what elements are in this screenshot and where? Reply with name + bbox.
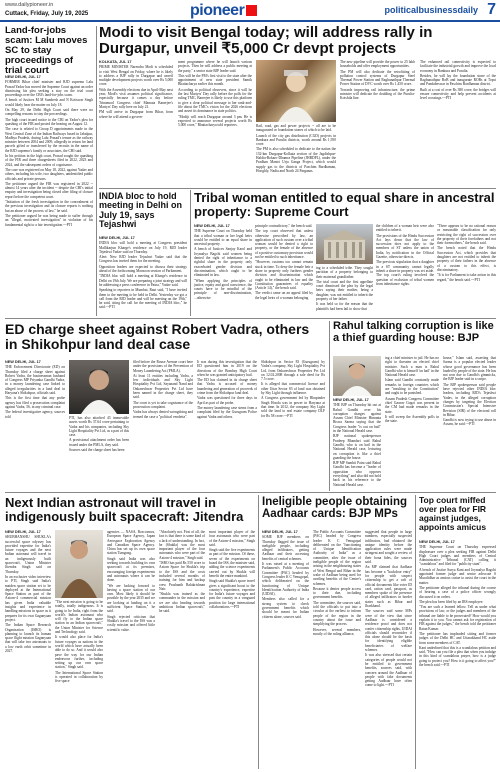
tribal-col-2: principle contradictory," the bench said. The top court observed that unless otherwise prescribed by law, an application of such custom over a tribal woman would be denied a right to property, or the female of the absence of a positive customary provision would not be entitled to such inheritance. "However, customs too cannot remain stuck in time. To deny the female heir a share in property only furthers gender division and discrimination which ought to be eliminated in law and the Constitution guarantees of equality (Article 14)," the bench said. The verdict came on an appeal filed by the legal heirs of a woman belonging [255,224,313,300]
tribal-col-3: ing to a scheduled tribe. They sought partition of a property belonging to their maternal grandfather. The trial court and the first appellate court dismissed the plea by the legal heirs saying their mother, being a daughter, was not entitled to inherit the property of her father. It was held so for the reason that the plaintiffs had been fail to show that [316,266,373,311]
ed-col-4: It was during this investigation that the ED questioned him in 2019 on the directions of the Bombay High Court when he was granted anticipatory bail. The ED has claimed in its charge sheet that Vadra is accused of money laundering and generation of proceeds of crime from the Shikohpur land deal. Vadra was questioned for three days in April as part of the probe. The money laundering case stems from a complaint filed by the Gurugram Police against Vadra and others. [197,360,257,419]
ed-headline: ED charge sheet against Robert Vadra, others in Shikohpur land deal case [5,321,310,352]
india-bloc-article: NEW DELHI, JUL 17 INDIA bloc will hold a meeting at Congress president Mallikarjun Kharge's residence on July 19, RJD leader Tejashwi Yadav said on Thursday. Alert: New RJD leader Tejashwi Yadav said that the Congress has invited them for the meeting. Opposition leaders are expected to discuss their strategy ahead of the forthcoming Monsoon session of Parliament. "INDIA bloc will hold a meeting at Kharge's residence in Delhi on 19th July. We are preparing a joint strategy and will be addressing a press conference in Patna," Yadav said. Speaking to reporters in Mumbai, Raut said, "I have invited them to the meeting to be held in Delhi. Yesterday we got a call from the RJD leader and will be meeting on the 19th," he said, citing the call for the meeting of INDIA bloc," he said.---PTI [99,236,187,310]
section-divider [5,492,496,493]
column-divider [329,321,330,491]
supreme-court-photo [316,224,373,264]
aadhaar-col-2: The Public Accounts Committee (PAC) headed by Congress leader K C Venugopal deliberated on the "functioning of Unique Identification Authority of India" as a committee, after the issue of ineligible people of the region arising in the neighbouring states of West Bengal and Bihar in the wake of Aadhaar being used for availing benefits of the Centre's schemes. Because it denies people access to their due, including government benefits. The committee, the sources said, told the officials to put into a circular at the earliest to inform people of the region in the country about the issue and simplifying the process. However, several members, mostly of the ruling alliance, [313,530,361,636]
tribal-headline: Tribal woman entitled to equal share in ancestral property: Supreme Court [194,190,495,219]
top-court-headline: Top court miffed over plea for FIR against judges, appoints amicus [419,495,487,532]
astronaut-col-3: agencies — NASA, Roscosmos, European Space Agency, Japan Aerospace Exploration Agency and Canadian Space Agency. China has set up its own space station Tiangong. Singh said India was also seeking towards building its own spacecraft at its premises, encouraging foreign experiments and astronauts where it can be done. "We are looking forward to having a space station of our own. Most likely it should be possible by the year 2035 and we are looking at landing on it a sufficient Space Station," he said. Singh rejected criticism that Shukla's travel to the ISS was a costly mission and offered little scientific value. [107,530,155,632]
astronaut-col-5: most important player of the four astronauts who were part of the Axiom-4 mission," Singh said. Singh said the five experiments as part of the mission. Of these, seven of the experiments on board the ISS, the minister said, adding the science experiments carried out by Shukla will benefit the entire mankind. Singh said Shukla's space travel gives a significant boost to the country's experience, expertise for India's future voyages and puts the country in a vanguard position for large international collaborations.---PTI [209,530,255,610]
jitendra-singh-photo [55,530,103,598]
top-court-article: NEW DELHI, JUL 17 THE Supreme Court on Thursday expressed displeasure over a plea seeking FIR against Delhi High Court judges and members of Central Administrative Tribunal (CAT) calling it "scandalous" and filed for "publicity stunt". A bench of Justice Surya Kant and Joymalya Bagchi appointed former judge and senior advocate S Muralidhar as amicus curiae to assist the court in the matter. The petitioner alleged the tribunal during the course of hearing a case of a police officer wrongly discussed it on orders. The plea has been filed by an IRS employee. "You are such a learned fellow. Tell us under what provisions of law, or the judges and members of the tribunal are liable to be prosecuted? How would you explain it to you. You cannot ask for registration of FIR against the judges," the bench told the petitioner Ratan Kumar. The petitioner has impleaded sitting and former judges of the Delhi HC and Uttarakhand HC aside from some members of CAT. Kant underlined that this is a scandalous petition and said, "How can you file a plea that when you indulge in this kind of scandalous prayer, how is a judge going to protect you? How is it going to affect you?" the bench said.---PTI [419,540,496,668]
masthead [0,0,500,22]
astronaut-col-4: "Absolutely not. First of all, the fact is that there is some kind of a lack of understanding. In fact, he (Shukla) was the most important player of the four astronauts who were part of the Axiom-4 mission," Singh said. "ISRO has paid Rs 550 crore to Axiom Space for Shukla's trip to the ISS and the costs included several months of training for him and backup crew Prashanth Balakrishnan Nair. "Shukla was trained as the commander in the mission and we are also heading towards ambitious Indian spacecraft," he said. [159,530,205,614]
ed-col-5: Shikohpur in Sector 83 (Gurugram) by Vadra's company, Sky Light Hospitality Pvt Ltd, from Onkareshwar Properties Pvt Ltd on 12.02.2008 through a sale deed for Rs 7.5 crore. It is alleged that commercial licence and other Uttar Sector 83 of land was obtained by Sky Light through influence. A Congress government led by Bhupinder Singh Hooda was in power in Haryana at that time. In 2012, the company Sky Light sold the land to real estate company DLF for Rs 58 crore.---PTI [261,360,325,418]
modi-col-1: KOLKATA, JUL 17 PRIME MINISTER Narendra Modi is scheduled to visit West Bengal on Friday, where he is likely to address a BJP rally in Durgapur and unveil multiple development projects worth over Rs 5,000 crore. With the Assembly elections due in April-May next year, Modi's visit assumes political significance, especially because it comes a day before Trinamool Congress chief Mamata Banerjee's Martyrs' Day rally here on July 21. PM will arrive in Durgapur from Bihar, from where he will attend a govern- [99,60,173,119]
aadhaar-headline: Ineligible people obtaining Aadhaar cards: BJP MPs [262,496,408,521]
section-divider [99,188,496,189]
logo-text: pioneer [190,1,245,19]
robert-vadra-photo [69,360,129,414]
rahul-col-2: ing a chief minister to jail. He has no right to threaten an elected chief minister. Such a man is Rahul Gandhi who is himself 'on bail' in the National Herald case. Islam said Gandhi constantly made remarks in foreign countries which are "insulting to the Constitution" and ought to be punished. Assam Pradesh Congress Committee chief Gaurav Gogoi was present in the CM had made remarks in the state. It will sweep the Assembly polls in the state. [385,356,439,424]
column-divider [415,495,416,769]
column-divider [258,495,259,769]
aadhaar-col-1: NEW DELHI, JUL 17 SOME BJP members on Thursday flagged the issue of ineligible people, including alleged infiltrators, getting Aadhaar and their accessing benefits of central schemes. It was raised at a meeting of Parliament's Public Accounts Committee (PAC) headed by Congress leader K C Venugopal, which deliberated on the functioning of Unique Identification Authority of India (UIDAI). Members also called for a strong system to check government benefits which should be meant for Indian citizens alone, sources said. [262,530,309,619]
tribal-col-4: the children of a woman heir were also entitled to inherit. The provisions of the Hindu Succession Act lays down that the law of succession does not apply to the members of ST unless the union of India, by notification in the Official Gazette, otherwise directs. The previous stipulation that a daughter in a ST community cannot legally inherit a share in property was set aside. The top court's ruling involved the question of exclusion of tribal women from inheritance rights. [376,224,434,286]
ed-col-3: filed before the Rouse Avenue court here under the provisions of the Prevention of Money Laundering Act (PMLA). At least 11 entities including Vadra, a few individuals and Sky Light Hospitality Pvt Ltd, Sayanand Nand and Onkareshwar Properties Pvt Ltd have been named in the charge sheet, they said. The court is yet to take cognisance of the prosecution complaint. Vadra has always denied wrongdoing and termed the case a "political vendetta". [133,360,193,419]
astronaut-headline: Next Indian astronaut will travel in indigenously built spacecraft: Jitendra [5,495,244,524]
dateline: Cuttack, Friday, July 19, 2025 [5,11,89,17]
ed-col-1: NEW DELHI, JUL 17 THE Enforcement Directorate (ED) on Thursday filed a charge sheet against Robert Vadra, the businessman husband of Congress MP Priyanka Gandhi Vadra, in a money laundering case linked to alleged irregularities in a land deal in Haryana's Shikohpur, officials said. This is the first time that any probe agency has filed a prosecution complaint against Vadra, 56, in any criminal case. The federal investigative agency, sources told [5,360,65,419]
lalu-headline: Land-for-jobs scam: Lalu moves SC to stay proceedings of trial court [5,25,88,76]
astronaut-col-2: "The next mission is going to be totally, totally indigenous. It is going to be India, right from the world's Indian astronaut who will fly to the Indian space station in an Indian spacecraft," the Union Minister for Science and Technology said. It would also place for India's future voyages as nations in the world which have actually been able to do so. And it would also pave the way for our Indian endeavour further, including setting up our own space station," Singh said. The International Space Station is operated in collaboration by five space [55,600,103,684]
modi-col-4: The new pipeline will provide the power to 25 lakh households and offer employment opportunities. The PM will also dedicate the retrofitting of pollution control systems of Durgapur Steel Thermal Power Station and Raghunathpur Thermal Power Station of DVC worth over Rs 1,450 crore. Towards improving rail infrastructure, the prime minister will dedicate the doubling of the Purulia-Kotshila line. [340,60,415,101]
aadhaar-col-3: suggested that people in large numbers, especially suspected infiltrators, had obtained the unique identity before the application rules were made stringent and sought a review of their bona fides, the sources said. An MP claimed that Aadhaar has become a "backdoor entry" for people with suspect citizenship to get a raft of official documents like voter ID card, ration card, passport, as members spoke of the presence of alleged infiltrators in border states such as Bihar and Jharkhand. The sources said some MPs were of the view that since Aadhaar is considered a residence proof and does not confer citizenship rights, UIDAI officials should reconsider if this alone should be the basis for identifying eligible beneficiaries of welfare schemes. It was also stressed that certain categories of people would not be entitled to government benefits, sources said, with concern around the Aadhaar of people with fake documents getting Aadhaar have often come to light.---PTI [365,530,412,688]
tribal-col-5: "There appears to be no rational reason or reasonable classification for only restricting the right of succession over the property of their forefathers and not their foremothers," the bench said. The bench noted that the Hindu Succession Act, which provides that daughters are not entitled to inherit the property of their fathers in the absence of a custom to this effect, is discriminatory. "It is for Parliament to take action in this regard," the bench said.---PTI [437,224,496,282]
lalu-dateline: NEW DELHI, JUL 17 [5,75,41,79]
india-bloc-headline: INDIA bloc to hold meeting in Delhi on July 19, says Tejashwi [99,191,183,230]
site-url: www.dailypioneer.in [5,2,54,8]
column-divider [190,190,191,316]
modi-col-2: ment programme where he will launch various projects. Then he will address a public meeting at the party," a senior state BJP leader said. This will be the PM's first visit to the state after the appointment of new state president Samik Bhattacharya earlier this month. According to political observers, since it will be the last Martyrs' Day rally before the polls for the ruling TMC, Banerjee is likely to use this platform to give a clear political message to her rank-and-file about the TMC's vision for the 2026 elections and assert its dominance in state politics. "Modiji will reach Durgapur around 3 pm. He is expected to announce several projects worth Rs 5,000 crore," Bhattacharya told reporters. [178,60,252,128]
ed-col-2: PTI, has also attached 43 immovable assets worth Rs 37.64 crore pertaining to Vadra and his companies, including Sky Light Hospitality Pvt Ltd, as a part of this case. A provisional attachment order has been issued under the PMLA, they said. Sources said the charge sheet has been [69,416,129,453]
lalu-article: NEW DELHI, JUL 17 FORMER Bihar chief minister and RJD supremo Lalu Prasad Yadav has moved the Supreme Court against an order dismissing his plea seeking a stay on the trial court proceedings over the CBI's land-for-jobs scam. A bench of Justices M M Sundresh and N Kotiswar Singh would likely hear the matter on July 18. On May 29, the Delhi High Court said there were no compelling reasons to stay the proceedings. The high court issued notice to the CBI on Yadav's plea for quashing of the FIR and posted the hearing on August 12. The case is related to Group D appointments made in the West Central Zone of the Indian Railways based in Jabalpur, Madhya Pradesh, during Lalu Prasad's tenure as the railway minister between 2004 and 2009, allegedly in return for land parcels gifted or transferred by the recruits in the name of the RJD supremo's family or associates, the CBI said. In his petition in the high court, Prasad sought the quashing of the FIR and three chargesheets filed in 2022, 2023 and 2024, and the subsequent orders of cognisance. The case was registered on May 18, 2022, against Yadav and others, including his wife, two daughters, unidentified public officials and private persons. The petitioner argued the FIR was registered in 2022 -- almost 14 years after the incident -- despite the CBI's initial enquiry and investigation being closed after filing of closure report before the competent court. "Initiation of the fresh investigation in the concealment of the previous investigation and its closure reports is nothing but an abuse of the process of law," he said. The petitioner argued he was being made to suffer through an "illegal, motivated investigation" in violation of his fundamental right to a fair investigation.---PTI [5,75,93,227]
pioneer-logo [190,2,320,19]
rahul-col-1: NEW DELHI, JUL 17 THE BJP on Thursday hit out at Rahul Gandhi over his corruption charges against Assam Chief Minister Himanta Biswa Sarma saying that the Congress leader "is out on bail" in the National Herald case. BJP national spokesperson Pradeep Bhandari said Rahul Gandhi, who is on bail in the National Herald case, lecturing on corruption is like a thief guarding the house. BJP MP Sambit Patra said Rahul Gandhi has become a "leader of opposition who opposes everything" and also did not hold back in his reference to the National Herald case. [333,398,381,487]
logo-square-icon [246,5,257,16]
rahul-photo [333,356,381,396]
rahul-col-3: house," Islam said, asserting that Sarma is a popular elected leader whose good governance has been lauded by people of the state. He has not won due to Gandhi's gimmicks, the BJP leader said in a swipe. The BJP spokesperson said people have rejected other INDIA bloc leaders, including RJD's Tejashwi Yadav, in the alleged corruption charges by targeting the Election Commission's Special Intensive Revision (SIR) of the electoral roll in Bihar. Gandhi is now trying to use abuse in Assam, he said.---PTI [443,356,496,427]
tribal-col-1: NEW DELHI, JUL 17 THE Supreme Court on Thursday held that a tribal woman or her legal heirs would be entitled to an equal share in ancestral property. A bench of Justices Sanjay Karol and Joymalya Bagchi said women being denied the right of inheritance to a rightful share in the property only exacerbated gender division and discrimination, which ought to be eliminated in law. "When applying the principles of justice, equity and good conscience, the courts have to be mindful of the principle of non-discrimination, ...otherwise [194,224,252,300]
column-divider [96,26,97,316]
modi-col-3: Rail, road, gas and power projects -- all are to be inaugurated or foundation stones of which to be laid. Launch of the city gas distribution (CGD) projects in Bankura and Purulia districts, worth around Rs 1,950 crore. The PM is also scheduled to dedicate to the nation the 132-km Durgapur-Kolkata section of the Jagdishpur-Haldia-Bokaro-Dhamra Pipeline (JHBDPL), under the Pradhan Mantri Urja Ganga Project, which would supply gas to the districts of Paschim Bardhaman, Hooghly, Nadia and North 24 Parganas. [256,124,336,173]
modi-col-5: The enhanced rail connectivity is expected to facilitate the industrial growth and improve the local economy in Bankura and Purulia. Besides, he will lay the foundation stone of the Raghunathpur RoB and inaugurate ROBs at Topsi and Pandabeswar in Paschim Bardhaman district. Built at a cost of over Rs 380 crore, the bridges will ensure connectivity and help prevent accidents at level crossings.---PTI [420,60,496,101]
section-name: politicalbusinessdaily [384,5,478,15]
astronaut-col-1: NEW DELHI, JUL 17 SHUBHANSHU SHUKLA's successful space odyssey has provided expertise for India's future voyages and the next Indian astronaut will travel in an indigenously built spacecraft, Union Minister Jitendra Singh said on Thursday. In an exclusive video interview to PTI, Singh said India's maiden space station set to be deployed at the International Space Station as part of the Axiom-4 commercial mission has given India valuable insights and experience in handling missions in space as it prepares for its own Gaganyaan project. The Indian Space Research Organisation (ISRO) is planning to launch its human space flight mission Gaganyaan that will take two astronauts to a low earth orbit sometime in 2027. [5,530,51,654]
rahul-headline: Rahul talking corruption is like a thief guarding house: BJP [333,320,494,344]
modi-headline: Modi to visit Bengal today; will address rally in Durgapur, unveil ₹5,000 Cr devpt projects [99,24,433,57]
modi-photo [256,60,336,122]
page-number: 7 [487,1,496,18]
section-divider [5,318,496,319]
